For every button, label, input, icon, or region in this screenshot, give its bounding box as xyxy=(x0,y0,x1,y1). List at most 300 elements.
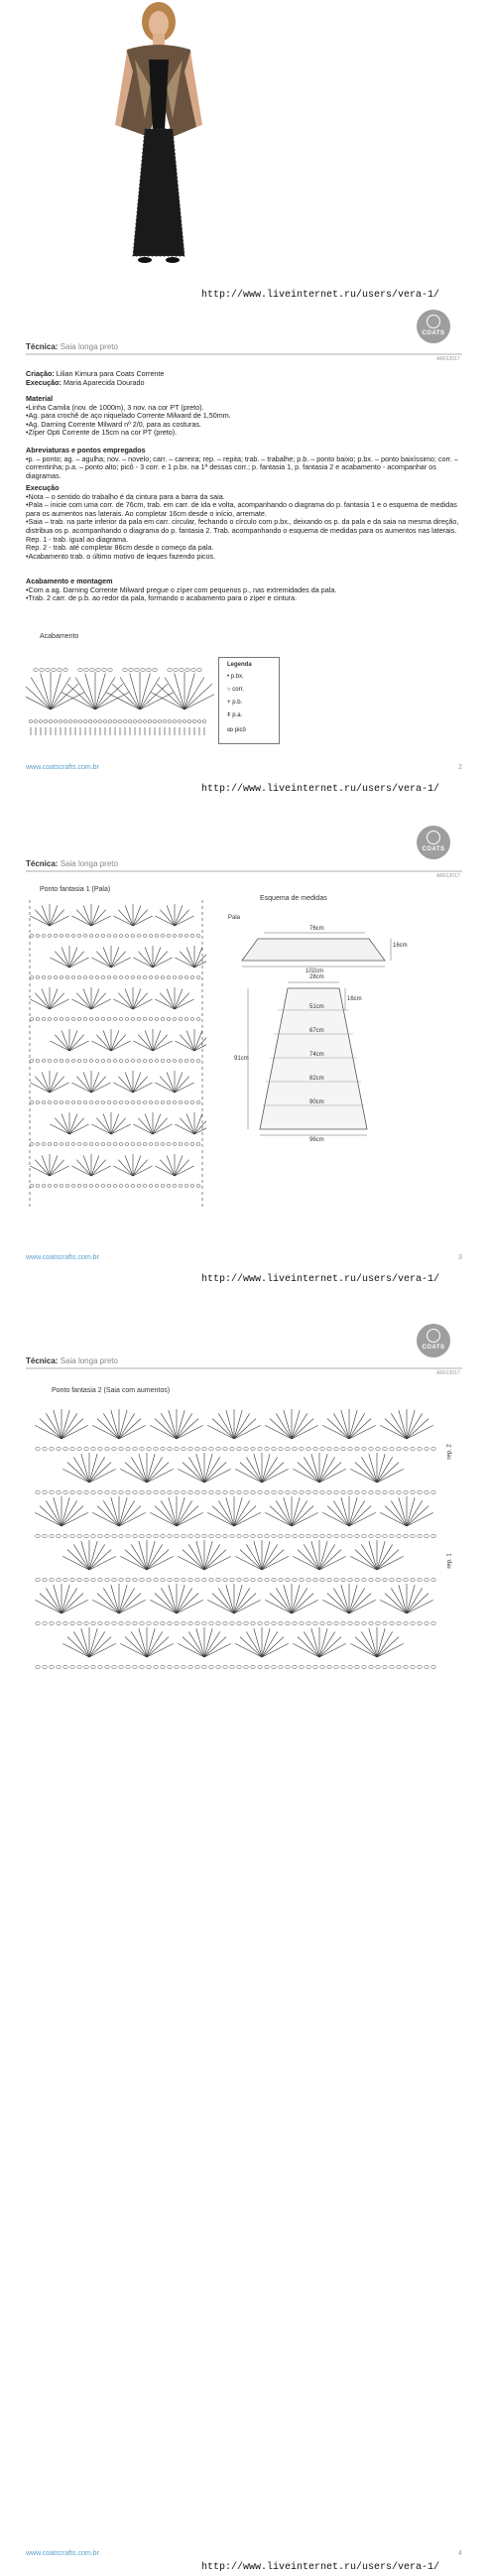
chart-chain xyxy=(83,1143,87,1146)
chart-chain xyxy=(167,1018,171,1021)
chart-stitch xyxy=(147,1463,169,1482)
chart-chain xyxy=(123,668,127,671)
chart-chain xyxy=(306,1578,310,1581)
chart-chain xyxy=(425,1621,429,1624)
chart-stitch xyxy=(139,1541,147,1570)
chart-stitch xyxy=(180,1118,194,1134)
dc-symbol-icon: ǂ xyxy=(227,712,231,718)
chart-chain xyxy=(197,668,201,671)
chart-chain xyxy=(119,1447,123,1450)
chart-stitch xyxy=(67,1637,89,1657)
chart-stitch xyxy=(50,1160,64,1176)
chart-stitch xyxy=(349,1594,371,1613)
chart-chain xyxy=(65,1060,69,1063)
chart-stitch xyxy=(61,1506,83,1526)
chart-stitch xyxy=(292,1410,300,1439)
chart-chain xyxy=(30,1018,34,1021)
chart-chain xyxy=(98,1665,102,1668)
chart-chain xyxy=(119,1665,123,1668)
chart-chain xyxy=(101,935,105,938)
chart-chain xyxy=(383,1665,387,1668)
chart-stitch xyxy=(234,1410,242,1439)
chart-stitch xyxy=(169,1497,177,1526)
chart-chain xyxy=(376,1490,380,1493)
chart-chain xyxy=(168,720,172,723)
watermark-url[interactable]: http://www.liveinternet.ru/users/vera-1/ xyxy=(201,784,440,795)
chart-chain xyxy=(101,1101,105,1104)
chart-chain xyxy=(179,935,183,938)
chart-chain xyxy=(107,935,111,938)
chart-chain xyxy=(36,1018,40,1021)
chart-chain xyxy=(77,935,81,938)
chart-stitch xyxy=(327,1419,349,1439)
chart-chain xyxy=(251,1621,255,1624)
chart-chain xyxy=(57,1665,61,1668)
chart-chain xyxy=(54,1101,58,1104)
chart-chain xyxy=(161,1447,165,1450)
chart-chain xyxy=(147,1490,151,1493)
stitch2-title: Ponto fantasia 2 (Saia com aumentos) xyxy=(52,1387,171,1394)
chart-chain xyxy=(161,935,165,938)
exec-item: •Pala – inicie com uma corr. de 76cm, trab. em carr. de ida e volta, acompanhando o diagrama do p. fantasia 1 e o esquema de medidas para os aumentos nas laterais. Ao completar 16cm desde o início, arremate. xyxy=(26,500,457,518)
sc-symbol-icon: + xyxy=(227,700,231,706)
chart-chain xyxy=(216,1447,220,1450)
chart-chain xyxy=(185,668,189,671)
chart-chain xyxy=(320,1447,324,1450)
chart-chain xyxy=(202,1665,206,1668)
chart-chain xyxy=(265,1578,269,1581)
chart-stitch xyxy=(40,1419,61,1439)
chart-stitch xyxy=(40,1506,61,1526)
chart-stitch xyxy=(96,1035,111,1051)
chart-chain xyxy=(96,668,100,671)
chart-stitch xyxy=(119,1585,127,1613)
chart-chain xyxy=(313,1447,317,1450)
chart-stitch xyxy=(69,1035,84,1051)
chart-chain xyxy=(348,1534,352,1537)
chart-stitch xyxy=(111,1118,126,1134)
chart-chain xyxy=(36,935,40,938)
chart-chain xyxy=(188,1447,192,1450)
chart-chain xyxy=(167,1185,171,1188)
chart-stitch xyxy=(119,1594,141,1613)
chart-chain xyxy=(65,1185,69,1188)
chart-stitch xyxy=(160,910,175,926)
chart-chain xyxy=(230,1621,234,1624)
chart-chain xyxy=(40,668,44,671)
chart-chain xyxy=(49,720,53,723)
chart-chain xyxy=(230,1490,234,1493)
chart-chain xyxy=(182,1534,185,1537)
chart-chain xyxy=(168,1534,172,1537)
chart-stitch xyxy=(254,1454,262,1482)
chart-stitch xyxy=(160,993,175,1009)
chart-chain xyxy=(77,1018,81,1021)
chart-chain xyxy=(341,1534,345,1537)
chart-stitch xyxy=(407,1594,429,1613)
chart-chain xyxy=(348,1447,352,1450)
chart-chain xyxy=(78,720,82,723)
chart-stitch xyxy=(292,1497,300,1526)
chart-chain xyxy=(77,1447,81,1450)
chart-stitch xyxy=(97,1506,119,1526)
chart-chain xyxy=(362,1578,366,1581)
watermark-url[interactable]: http://www.liveinternet.ru/users/vera-1/ xyxy=(201,2562,440,2573)
chart-stitch xyxy=(133,1160,148,1176)
chart-chain xyxy=(131,1060,135,1063)
chart-chain xyxy=(306,1447,310,1450)
chart-stitch xyxy=(262,1628,270,1657)
chart-chain xyxy=(431,1665,435,1668)
chart-stitch xyxy=(183,1550,204,1570)
chart-chain xyxy=(258,1534,262,1537)
chart-chain xyxy=(175,1490,179,1493)
chart-stitch xyxy=(284,1410,292,1439)
chart-chain xyxy=(348,1665,352,1668)
chart-chain xyxy=(404,1447,408,1450)
chart-chain xyxy=(155,976,159,979)
chart-stitch xyxy=(76,993,91,1009)
legend-item-corr: ○ corr. xyxy=(227,687,244,693)
chart-stitch xyxy=(341,1497,349,1526)
chart-stitch xyxy=(204,1550,226,1570)
chart-chain xyxy=(196,1185,200,1188)
chart-stitch xyxy=(55,1035,69,1051)
chart-chain xyxy=(125,1101,129,1104)
chart-chain xyxy=(209,1447,213,1450)
chart-stitch xyxy=(234,1506,256,1526)
chart-chain xyxy=(369,1621,373,1624)
chart-chain xyxy=(425,1578,429,1581)
chart-stitch xyxy=(177,1410,184,1439)
chart-stitch xyxy=(111,952,126,967)
chart-stitch xyxy=(212,1506,234,1526)
chart-chain xyxy=(108,668,112,671)
chart-chain xyxy=(71,1185,75,1188)
chart-chain xyxy=(300,1447,304,1450)
chart-chain xyxy=(230,1447,234,1450)
chart-chain xyxy=(161,1101,165,1104)
chart-chain xyxy=(125,1018,129,1021)
chart-chain xyxy=(397,1665,401,1668)
chart-stitch xyxy=(212,1419,234,1439)
chart-chain xyxy=(59,720,62,723)
chart-stitch xyxy=(54,1497,61,1526)
chart-chain xyxy=(60,976,63,979)
chart-stitch xyxy=(35,1077,50,1093)
chart-chain xyxy=(362,1621,366,1624)
chart-chain xyxy=(431,1490,435,1493)
chart-chain xyxy=(133,1534,137,1537)
chart-chain xyxy=(105,1621,109,1624)
chart-chain xyxy=(293,1578,297,1581)
chart-chain xyxy=(216,1534,220,1537)
chart-stitch xyxy=(55,1118,69,1134)
chart-stitch xyxy=(385,1506,407,1526)
chart-chain xyxy=(188,1665,192,1668)
chart-chain xyxy=(70,1665,74,1668)
chart-chain xyxy=(376,1621,380,1624)
chart-chain xyxy=(397,1534,401,1537)
chart-stitch xyxy=(147,1454,155,1482)
chart-chain xyxy=(404,1534,408,1537)
chart-chain xyxy=(237,1490,241,1493)
chart-chain xyxy=(195,1578,199,1581)
chart-stitch xyxy=(377,1550,399,1570)
chart-stitch xyxy=(234,1594,256,1613)
material-item: •Linha Camila (nov. de 1000m), 3 nov. na cor PT (preto). xyxy=(26,402,204,412)
chart-chain xyxy=(48,1101,52,1104)
chart-stitch xyxy=(125,1637,147,1657)
chart-chain xyxy=(112,1665,116,1668)
chart-stitch xyxy=(91,910,106,926)
chart-chain xyxy=(383,1578,387,1581)
chart-chain xyxy=(390,1621,394,1624)
chart-stitch xyxy=(399,1497,407,1526)
chart-chain xyxy=(182,1490,185,1493)
m-r4: 82cm xyxy=(309,1076,324,1082)
chart-chain xyxy=(190,1060,194,1063)
chart-chain xyxy=(320,1665,324,1668)
chart-chain xyxy=(431,1621,435,1624)
chart-stitch xyxy=(133,993,148,1009)
chart-stitch xyxy=(160,1077,175,1093)
chart-chain xyxy=(93,720,97,723)
chart-chain xyxy=(251,1578,255,1581)
chart-chain xyxy=(36,1665,40,1668)
legend-item-pico: ꝏ picô xyxy=(227,727,246,733)
chart-stitch xyxy=(95,673,105,709)
chart-chain xyxy=(50,1621,54,1624)
watermark-url[interactable]: http://www.liveinternet.ru/users/vera-1/ xyxy=(201,1274,440,1285)
chart-chain xyxy=(128,720,132,723)
chart-chain xyxy=(140,1534,144,1537)
chart-chain xyxy=(279,1621,283,1624)
chart-stitch xyxy=(341,1585,349,1613)
chart-chain xyxy=(397,1490,401,1493)
chart-stitch xyxy=(327,1594,349,1613)
chart-chain xyxy=(167,935,171,938)
chart-chain xyxy=(95,1143,99,1146)
chart-chain xyxy=(46,668,50,671)
chart-chain xyxy=(54,720,58,723)
chart-chain xyxy=(143,720,147,723)
m-yoke-bottom: 102cm xyxy=(306,968,324,974)
chart-stitch xyxy=(91,993,106,1009)
chart-chain xyxy=(113,935,117,938)
chart-chain xyxy=(182,1578,185,1581)
chart-chain xyxy=(36,1185,40,1188)
chart-chain xyxy=(129,668,133,671)
chart-chain xyxy=(175,1447,179,1450)
coats-logo-icon xyxy=(427,315,440,328)
chart-chain xyxy=(89,1018,93,1021)
chart-chain xyxy=(411,1578,415,1581)
chart-stitch xyxy=(377,1463,399,1482)
chart-chain xyxy=(112,1490,116,1493)
chart-chain xyxy=(140,1447,144,1450)
chart-chain xyxy=(184,976,188,979)
chart-chain xyxy=(131,1143,135,1146)
measure-schema xyxy=(218,923,476,1240)
chart-chain xyxy=(187,720,191,723)
legend-item-pbx: • p.bx. xyxy=(227,674,244,680)
chart-chain xyxy=(36,1060,40,1063)
chart-chain xyxy=(411,1447,415,1450)
legend-box: Legenda • p.bx. ○ corr. + p.b. ǂ p.a. ꝏ picô xyxy=(218,657,280,744)
chart-chain xyxy=(36,976,40,979)
chart-chain xyxy=(272,1534,276,1537)
chart-chain xyxy=(63,1578,67,1581)
chart-chain xyxy=(149,976,153,979)
chart-stitch xyxy=(292,1594,313,1613)
chart-chain xyxy=(265,1534,269,1537)
chart-stitch xyxy=(240,1637,262,1657)
chart-chain xyxy=(138,720,142,723)
chart-chain xyxy=(54,1018,58,1021)
schema-title: Esquema de medidas xyxy=(260,895,327,902)
chart-chain xyxy=(196,1101,200,1104)
chart-chain xyxy=(105,1534,109,1537)
chart-stitch xyxy=(254,1541,262,1570)
chart-stitch xyxy=(55,952,69,967)
chart-chain xyxy=(48,1185,52,1188)
watermark-url[interactable]: http://www.liveinternet.ru/users/vera-1/ xyxy=(201,290,440,301)
chart-chain xyxy=(390,1534,394,1537)
chart-chain xyxy=(202,720,206,723)
chart-chain xyxy=(95,1060,99,1063)
chart-stitch xyxy=(349,1506,371,1526)
chart-chain xyxy=(182,1621,185,1624)
chart-chain xyxy=(113,1018,117,1021)
chart-chain xyxy=(179,1060,183,1063)
chart-chain xyxy=(161,1534,165,1537)
chart-chain xyxy=(155,1143,159,1146)
chart-chain xyxy=(36,1447,40,1450)
chart-stitch xyxy=(377,1541,385,1570)
chart-chain xyxy=(137,976,141,979)
chart-chain xyxy=(71,1018,75,1021)
chart-chain xyxy=(209,1578,213,1581)
chart-chain xyxy=(89,976,93,979)
chart-chain xyxy=(63,668,67,671)
chart-stitch xyxy=(270,1419,292,1439)
technique-line: Técnica: Saia longa preto xyxy=(26,859,118,868)
chart-chain xyxy=(265,1621,269,1624)
m-hem: 96cm xyxy=(309,1137,324,1143)
chart-chain xyxy=(190,1018,194,1021)
chart-stitch xyxy=(153,1118,168,1134)
coats-logo-icon xyxy=(427,1329,440,1343)
chart-chain xyxy=(50,1578,54,1581)
chart-chain xyxy=(133,1490,137,1493)
footer-site[interactable]: www.coatscrafts.com.br xyxy=(26,1254,99,1261)
chart-chain xyxy=(173,1185,177,1188)
chart-chain xyxy=(397,1447,401,1450)
chart-chain xyxy=(48,1060,52,1063)
chart-stitch xyxy=(341,1410,349,1439)
chart-stitch xyxy=(40,1594,61,1613)
chart-chain xyxy=(50,1490,54,1493)
chart-chain xyxy=(77,1143,81,1146)
chart-chain xyxy=(202,1490,206,1493)
chart-chain xyxy=(119,1578,123,1581)
chart-stitch xyxy=(385,1594,407,1613)
chart-chain xyxy=(179,976,183,979)
chart-chain xyxy=(71,976,75,979)
chart-chain xyxy=(184,1143,188,1146)
page-number: 3 xyxy=(458,1254,462,1261)
chart-chain xyxy=(29,720,33,723)
page-number: 2 xyxy=(458,764,462,771)
chart-chain xyxy=(57,1447,61,1450)
chart-chain xyxy=(188,1534,192,1537)
chart-stitch xyxy=(69,952,84,967)
chart-chain xyxy=(57,1621,61,1624)
chart-stitch xyxy=(377,1628,385,1657)
chart-chain xyxy=(105,1490,109,1493)
chart-chain xyxy=(190,1185,194,1188)
chart-stitch xyxy=(175,1160,189,1176)
chart-chain xyxy=(65,976,69,979)
chart-chain xyxy=(43,1621,47,1624)
chart-chain xyxy=(397,1621,401,1624)
chart-chain xyxy=(341,1447,345,1450)
chart-chain xyxy=(334,1447,338,1450)
chart-chain xyxy=(369,1665,373,1668)
chart-chain xyxy=(258,1490,262,1493)
chart-chain xyxy=(286,1490,290,1493)
footer-site[interactable]: www.coatscrafts.com.br xyxy=(26,764,99,771)
chart-chain xyxy=(42,1060,46,1063)
chart-chain xyxy=(95,976,99,979)
exec-item: •Saia – trab. na parte inferior da pala em carr. circular, fechando o círculo com p.bx., deixando os p. da pala e da saia na mesma direção, distribua os p. acompanhando o diagrama do p. fantasia 2. Trab. acompanhando o esquema de medidas para os aumentos nas laterais. xyxy=(26,517,459,535)
chart-chain xyxy=(147,1621,151,1624)
chart-stitch xyxy=(54,1410,61,1439)
footer-site[interactable]: www.coatscrafts.com.br xyxy=(26,2550,99,2557)
chart-chain xyxy=(184,935,188,938)
chart-chain xyxy=(258,1621,262,1624)
chart-stitch xyxy=(138,952,153,967)
chart-chain xyxy=(154,1665,158,1668)
chart-chain xyxy=(98,1447,102,1450)
chart-chain xyxy=(141,668,145,671)
chart-chain xyxy=(397,1578,401,1581)
chart-stitch xyxy=(407,1410,415,1439)
m-yoke-height: 16cm xyxy=(393,943,408,949)
finish-item: •Com a ag. Darning Corrente Milward pregue o zíper com pequenos p., nas extremidades da pala. xyxy=(26,584,337,594)
chart-chain xyxy=(155,1185,159,1188)
chart-stitch xyxy=(262,1463,284,1482)
chart-stitch xyxy=(349,1497,357,1526)
chart-stitch xyxy=(76,1077,91,1093)
chart-stitch xyxy=(54,1585,61,1613)
finish-section: Acabamento e montagem •Com a ag. Darning Corrente Milward pregue o zíper com pequenos p., nas extremidades da pala. •Trab. 2 carr. de p.b. ao redor da pala, formando o acabamento para o zíper e cintura. xyxy=(26,578,462,603)
chart-chain xyxy=(133,1621,137,1624)
chart-stitch xyxy=(369,1454,377,1482)
chart-chain xyxy=(272,1578,276,1581)
chart-chain xyxy=(126,1621,130,1624)
chart-chain xyxy=(60,1185,63,1188)
chart-stitch xyxy=(169,1585,177,1613)
chart-stitch xyxy=(118,910,133,926)
chart-stitch xyxy=(284,1497,292,1526)
chart-chain xyxy=(237,1534,241,1537)
chart-chain xyxy=(265,1490,269,1493)
chart-stitch xyxy=(89,1637,111,1657)
chart-chain xyxy=(147,1447,151,1450)
chart-chain xyxy=(195,1621,199,1624)
